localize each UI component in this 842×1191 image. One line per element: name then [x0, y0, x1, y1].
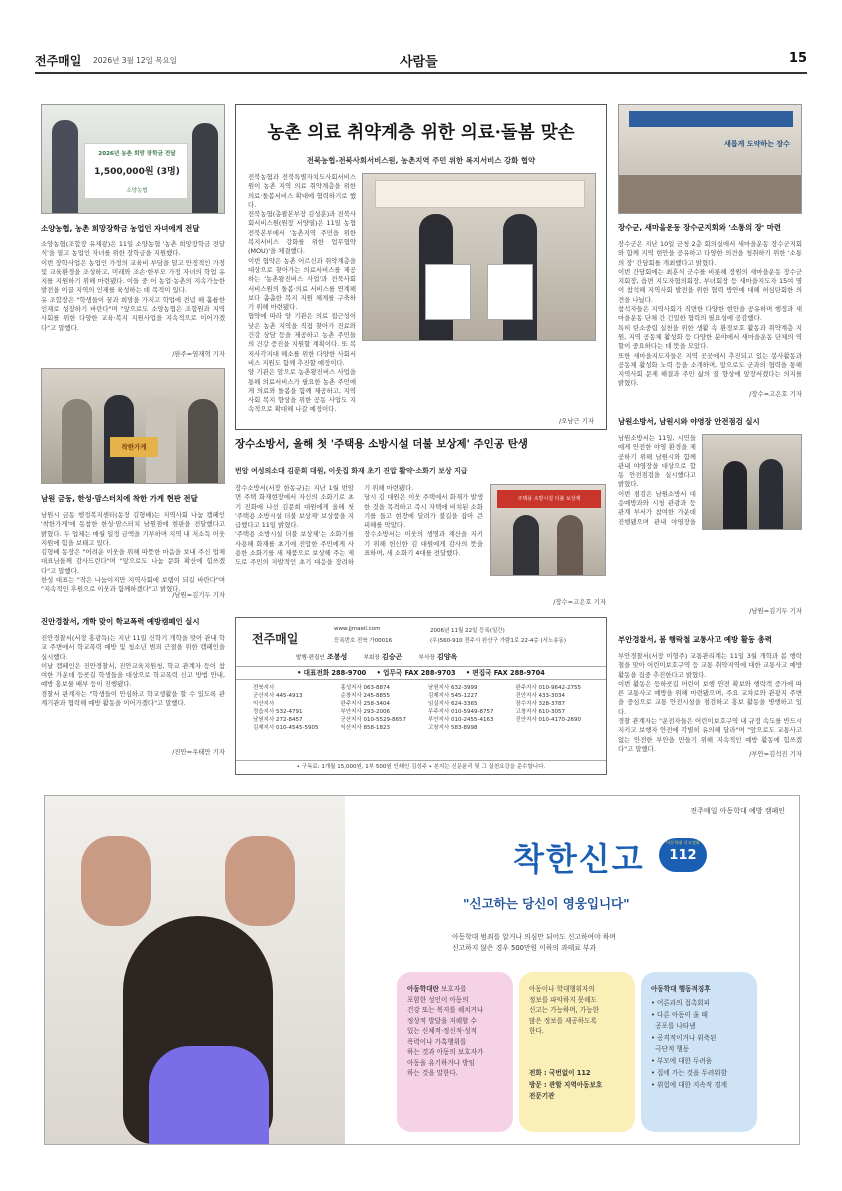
masthead: [35, 44, 807, 74]
mou-document: [425, 264, 471, 320]
right-photo-saemaul: [618, 104, 802, 214]
article-headline: 남원소방서, 남원시와 야영장 안전점검 실시: [618, 417, 760, 426]
article-headline: 남원 금동, 한성·맘스터치에 착한 가게 현판 전달: [41, 494, 198, 503]
colophon-address: (우)560-910 전주시 완산구 가람1로 22-4층 (서노송동): [430, 638, 566, 644]
article-credit: /진안=우태만 기자: [172, 748, 225, 756]
table-row: 남원지사 272-8457 군산지사 010-5529-8657 부안지사 010-2455-4163 진안지사 010-4170-2690: [253, 717, 581, 723]
ad-box-report-body: 아동이나 학대행위자의 정보를 파악하지 못해도 신고는 가능하며, 가능한 많은 정보를 제공하도록 한다.: [529, 985, 599, 1035]
tel-main: • 대표전화 288-9700: [297, 669, 367, 677]
person-figure: [62, 399, 92, 484]
page-number: 15: [788, 51, 807, 66]
ad-box-definition: [397, 972, 513, 1132]
masthead-logo: 전주매일: [35, 54, 82, 68]
article-body: 남원소방서는 11일, 시민들에게 안전한 야영 환경을 제공하기 위해 남원시와 함께 관내 야영장을 대상으로 합동 안전점검을 실시했다고 밝혔다. 이번 점검은 남원소방서 대응예방과와 시청 관광과 등 관계 부서가 참여한 가운데 진행됐으며 관내 야영장을: [618, 434, 696, 526]
vp-name: 김승곤: [382, 653, 403, 661]
ad-box-signs-item: • 다른 아동이 울 때 공포를 나타냄: [651, 1011, 708, 1030]
article-headline: 장수군, 새마을운동 장수군지회와 '소통의 장' 마련: [618, 223, 781, 232]
person-figure: [52, 120, 78, 214]
left-photo-scholarship: [41, 104, 225, 214]
table-row: 정읍지사 532-4791 부안지사 293-2006 무주지사 010-5949-8757 고창지사 610-3057: [253, 709, 565, 715]
ad-box-signs-item: • 집에 가는 것을 두려워함: [651, 1069, 727, 1077]
board-footer: 소양농협: [126, 188, 148, 194]
fire-photo: [490, 484, 606, 576]
ad-box-report: [519, 972, 635, 1132]
person-figure: [723, 461, 747, 530]
goodshop-plaque: 착한가게: [110, 437, 158, 457]
article-credit: /부안=김석진 기자: [749, 750, 802, 758]
colophon-phones: [236, 666, 606, 680]
ad-slogan: "신고하는 당신이 영웅입니다": [463, 896, 630, 911]
table-row: 군산지사 445-4913 순창지사 245-8855 김제지사 545-1227 진안지사 433-3034: [253, 693, 565, 699]
ad-sponsor: 전주매일 아동학대 예방 캠페인: [690, 807, 785, 815]
colophon: [235, 617, 607, 775]
feature-photo-mou: [362, 173, 596, 341]
colophon-logo: 전주매일: [252, 632, 299, 646]
ad-desc: 아동학대 범죄를 알거나 의심만 되어도 신고하여야 하며 신고하지 않은 경우 500만원 이하의 과태료 부과: [452, 933, 616, 952]
ad-box-signs-item: • 위험에 대한 지속적 경계: [651, 1081, 727, 1089]
fire-banner: 주택용 소방시설 더불 보상제: [497, 490, 601, 508]
meeting-table: [619, 175, 802, 214]
fire-headline: 장수소방서, 올해 첫 '주택용 소방시설 더불 보상제' 주인공 탄생: [235, 438, 528, 450]
colophon-url: www.jjmaeil.com: [334, 626, 381, 632]
article-credit: /남원=김기두 기자: [749, 607, 802, 615]
fire-subhead: 번암 여성의소대 김문희 대원, 이웃집 화재 초기 진압 활약·소화기 보상 지급: [235, 467, 468, 475]
fire-body: 장수소방서(서장 한동규)는 지난 1월 번암면 주택 화재현장에서 자신의 소화기로 초기 진화에 나선 김문희 대원에게 올해 첫 '주택용 소방시설 더불 보상제' 보상품을 지급했다고 11일 밝혔다. '주택용 소방시설 더불 보상제'는 소화기를 사용해 화재를 초기에 진압한 주민에게 사용한 소화기를 새 제품으로 보상해 주는 제도로 주민의 자발적인 초기 대응을 장려하기 위해 마련됐다. 당시 김 대원은 이웃 주택에서 화재가 발생한 것을 목격하고 즉시 자택에 비치된 소화기를 들고 현장에 달려가 불길을 잡아 큰 피해를 막았다. 장수소방서는 이웃의 생명과 재산을 지키기 위해 헌신한 김 대원에게 감사의 뜻을 표하며, 새 소화기 4대를 전달했다.: [235, 484, 483, 567]
article-body: 부안경찰서(서장 이형주) 교통관리계는 11일 3월 개학과 봄 행락철을 맞아 어린이보호구역 등 교통 취약지역에 대한 교통사고 예방 활동을 집중 추진한다고 밝혔다. 이번 활동은 등하굣길 어린이 보행 안전 확보와 행락객 증가에 따른 교통사고 예방을 위해 마련됐으며, 주요 교차로와 관광지 주변을 중심으로 교통 안전시설을 점검하고 홍보 활동을 병행하고 있다. 경찰 관계자는 "운전자들은 어린이보호구역 내 규정 속도를 반드시 지키고 보행자 안전에 각별히 유의해 달라"며 "앞으로도 교통사고 없는 안전한 부안을 만들기 위해 지속적인 예방 활동에 힘쓰겠다"고 말했다.: [618, 652, 802, 752]
feature-credit: /오남근 기자: [558, 417, 594, 425]
article-body: 남원시 금동 행정복지센터(동장 김형배)는 지역사회 나눔 캠페인 '착한가게'에 동참한 한성·맘스터치 남원점에 현판을 전달했다고 밝혔다. 두 업체는 매월 일정 금액을 기부하며 지역 내 저소득 이웃 지원에 힘을 보태고 있다. 김형배 동장은 "어려운 이웃을 위해 따뜻한 마음을 보내 주신 업체 대표님들께 감사드린다"며 "앞으로도 나눔 문화 확산에 힘쓰겠다"고 말했다. 한성 대표는 "작은 나눔이지만 지역사회에 보탬이 되길 바란다"며 "지속적인 후원으로 이웃과 함께하겠다"고 밝혔다.: [41, 511, 225, 594]
mou-document: [487, 264, 533, 320]
ad-box-signs: [641, 972, 757, 1132]
publisher-label: 발행·편집인: [296, 655, 325, 661]
meeting-banner: [629, 111, 793, 127]
hand-left: [81, 836, 151, 926]
person-figure: [188, 399, 218, 484]
vpres-label: 부사장: [418, 655, 435, 661]
colophon-reg: 등록번호 전북 가00016: [334, 638, 393, 644]
feature-body: 전북농협과 전북특별자치도사회서비스원이 농촌 지역 의료 취약계층을 위한 의료·돌봄서비스 확대에 협력하기로 했다. 전북농협(총괄본부장 김성훈)과 전북사회서비스원(원장 서양열)은 11일 농협전북본부에서 '농촌지역 주민을 위한 복지서비스 강화를 위한 업무협약(MOU)'을 체결했다. 이번 협약은 농촌 어르신과 취약계층을 대상으로 찾아가는 의료서비스를 제공하는 '농촌왕진버스 사업'과 전북사회서비스원의 돌봄·의료 서비스를 연계해 보다 촘촘한 복지 지원 체계를 구축하기 위해 마련됐다. 협약에 따라 양 기관은 의료 접근성이 낮은 농촌 지역을 직접 찾아가 진료와 건강 상담 등을 제공하고 농촌 주민들의 건강 증진을 지원할 계획이다. 또 복지사각지대 해소를 위한 다양한 사회서비스 지원도 함께 추진할 예정이다. 양 기관은 앞으로 농촌왕진버스 사업을 통해 의료서비스가 필요한 농촌 주민에게 의료와 돌봄을 함께 제공하고, 지역사회 복지 향상을 위한 공동 사업도 지속적으로 확대해 나갈 예정이다.: [248, 173, 356, 414]
person-figure: [513, 515, 539, 576]
ad-badge: [659, 838, 707, 872]
hand-right: [225, 836, 295, 926]
ad-badge-number: 112: [669, 848, 697, 863]
person-figure: [192, 123, 218, 214]
person-figure: [759, 459, 783, 530]
fax-editorial: • 편집국 FAX 288-9704: [465, 669, 545, 677]
ad-child-photo: [45, 796, 345, 1144]
colophon-staff: [296, 652, 457, 662]
saemaul-slogan: 새롭게 도약하는 장수: [724, 140, 790, 148]
scholarship-board: [84, 143, 188, 199]
publisher-name: 조봉성: [327, 653, 348, 661]
feature-subhead: 전북농협-전북사회서비스원, 농촌지역 주민 위한 복지서비스 강화 협약: [306, 156, 536, 165]
article-body: 소양농협(조합장 유재광)은 11일 소양농협 '농촌 희망장학금 전달식'을 열고 농업인 자녀를 위한 장학금을 지원했다. 이번 장학사업은 농업인 가정의 교육비 부담을 덜고 안정적인 가정 및 교육환경을 조성하고, 미래와 조손·한부모 가정 자녀의 학업 유지를 지원하기 위해 마련됐다. 이들 중 어 농업·농촌의 지속가능한 발전을 이끌 지역의 인재를 육성하는 데 목적이 있다. 유 조합장은 "학생들이 꿈과 희망을 가지고 학업에 전념 해 훌륭한 인재로 성장하기 바란다"며 "앞으로도 소양농협은 조합원과 지역사회를 위한 다양한 교육·복지 지원사업을 지속적으로 이어가겠다"고 말했다.: [41, 240, 225, 332]
right-photo-campsite: [702, 434, 802, 530]
article-body-cont: [618, 528, 802, 608]
section-title: 사람들: [400, 55, 438, 70]
ad-box-definition-body: 보호자를 포함한 성인이 아동의 건강 또는 복지를 해치거나 정상적 발달을 저해할 수 있는 신체적·정신적·성적 폭력이나 가혹행위를 하는 것과 아동의 보호자가 아동을 유기하거나 방임 하는 것을 말한다.: [407, 985, 484, 1077]
masthead-date: 2026년 3월 12일 목요일: [93, 56, 178, 65]
ad-box-report-visit: 방문 : 관할 지역아동보호 전문기관: [529, 1081, 603, 1100]
colophon-footer: • 구독료: 1개월 15,000원, 1부 500원 인쇄인 김성주 • 본지는 신문윤리 및 그 실천요강을 준수합니다.: [236, 760, 606, 773]
vpres-name: 김양옥: [437, 653, 458, 661]
ad-box-signs-item: • 부모에 대한 두려움: [651, 1057, 713, 1065]
ad-box-signs-item: • 어른과의 접촉회피: [651, 999, 711, 1007]
article-credit: /완주=염재혁 기자: [172, 350, 225, 358]
left-photo-goodshop: [41, 368, 225, 484]
table-row: 익산지사 완주지사 258-3404 임실지사 624-3365 장수지사 328-3787: [253, 701, 565, 707]
board-banner: 2026년 농촌 희망 장학금 전달: [98, 151, 176, 157]
article-body: 장수군은 지난 10일 군청 2층 회의실에서 새마을운동 장수군지회와 함께 지역 현안을 공유하고 다양한 의견을 청취하기 위한 '소통의 장' 간담회를 개최했다고 밝혔다. 이번 간담회에는 최훈식 군수를 비롯해 장원의 새마을운동 장수군지회장, 읍면 지도자협의회장, 부녀회장 등 새마을지도자 15여 명이 참석해 지역사회 발전을 위한 협력 방안에 대해 허심탄회한 의견을 나눴다. 참석자들은 지역사회가 직면한 다양한 현안을 공유하며 행정과 새마을운동 단체 간 긴밀한 협력의 필요성에 공감했다. 특히 탄소중립 실천을 위한 생활 속 환경보호 활동과 취약계층 지원, 지역 공동체 활성화 등 다양한 분야에서 새마을운동 단체의 역할이 중요하다는 데 뜻을 모았다. 또한 새마을지도자들은 지역 곳곳에서 추진되고 있는 봉사활동과 공동체 활성화 노력 등을 소개하며, 앞으로도 군과의 협력을 통해 지역사회 문제 해결과 주민 삶의 질 향상에 앞장서겠다는 의지를 밝혔다.: [618, 240, 802, 388]
feature-headline: 농촌 의료 취약계층 위한 의료·돌봄 맞손: [267, 123, 575, 143]
article-credit: /장수=고은호 기자: [749, 390, 802, 398]
article-headline: 소양농협, 농촌 희망장학금 농업인 자녀에게 전달: [41, 224, 200, 233]
board-amount: 1,500,000원 (3명): [94, 167, 180, 177]
ad-box-definition-text: [407, 984, 507, 1079]
article-body: 진안경찰서(서장 홍광득)는 지난 11일 신학기 개학을 맞아 관내 학교 주변에서 학교폭력 예방 및 청소년 범죄 근절을 위한 캠페인을 실시했다. 이날 캠페인은 진안경찰서, 진안교육지원청, 학교 관계자 등이 참여한 가운데 등굣길 학생들을 대상으로 학교폭력 신고 방법 안내, 예방 홍보물 배부 등이 진행됐다. 경찰서 관계자는 "학생들이 안심하고 학교생활을 할 수 있도록 관계기관과 협력해 예방 활동을 이어가겠다"고 말했다.: [41, 634, 225, 708]
colophon-since: 2006년 11월 22일 등록(일간): [430, 628, 505, 634]
ad-badge-label: 아동학대 신고전화: [666, 840, 700, 845]
ad-title: 착한신고: [513, 840, 645, 878]
article-headline: 진안경찰서, 개학 맞이 학교폭력 예방캠페인 실시: [41, 617, 200, 626]
backdrop-banner: [375, 180, 585, 208]
table-row: 전북지사 홍성지사 063-8874 남원지사 632-3999 완주지사 010-9642-2755: [253, 685, 581, 691]
table-row: 김제지사 010-4545-5905 익산지사 858-1823 고창지사 583-8998: [253, 725, 478, 731]
fax-business: • 업무국 FAX 288-9703: [376, 669, 456, 677]
ad-box-signs-title: 아동학대 행동적징후: [651, 985, 711, 993]
feature-box: [235, 104, 607, 430]
article-credit: /남원=김기두 기자: [172, 591, 225, 599]
shirt: [149, 1046, 269, 1144]
ad-box-report-tel: 전화 : 국번없이 112: [529, 1069, 591, 1077]
fire-credit: /장수=고은호 기자: [553, 598, 606, 606]
ad-campaign: [44, 795, 800, 1145]
ad-box-signs-item: • 공격적이거나 위축된 극단적 행동: [651, 1034, 717, 1053]
article-headline: 부안경찰서, 봄 행락철 교통사고 예방 활동 총력: [618, 635, 772, 644]
branch-table: [250, 684, 600, 732]
vp-label: 부회장: [363, 655, 380, 661]
person-figure: [557, 515, 583, 576]
ad-box-definition-title: 아동학대란: [407, 985, 439, 993]
